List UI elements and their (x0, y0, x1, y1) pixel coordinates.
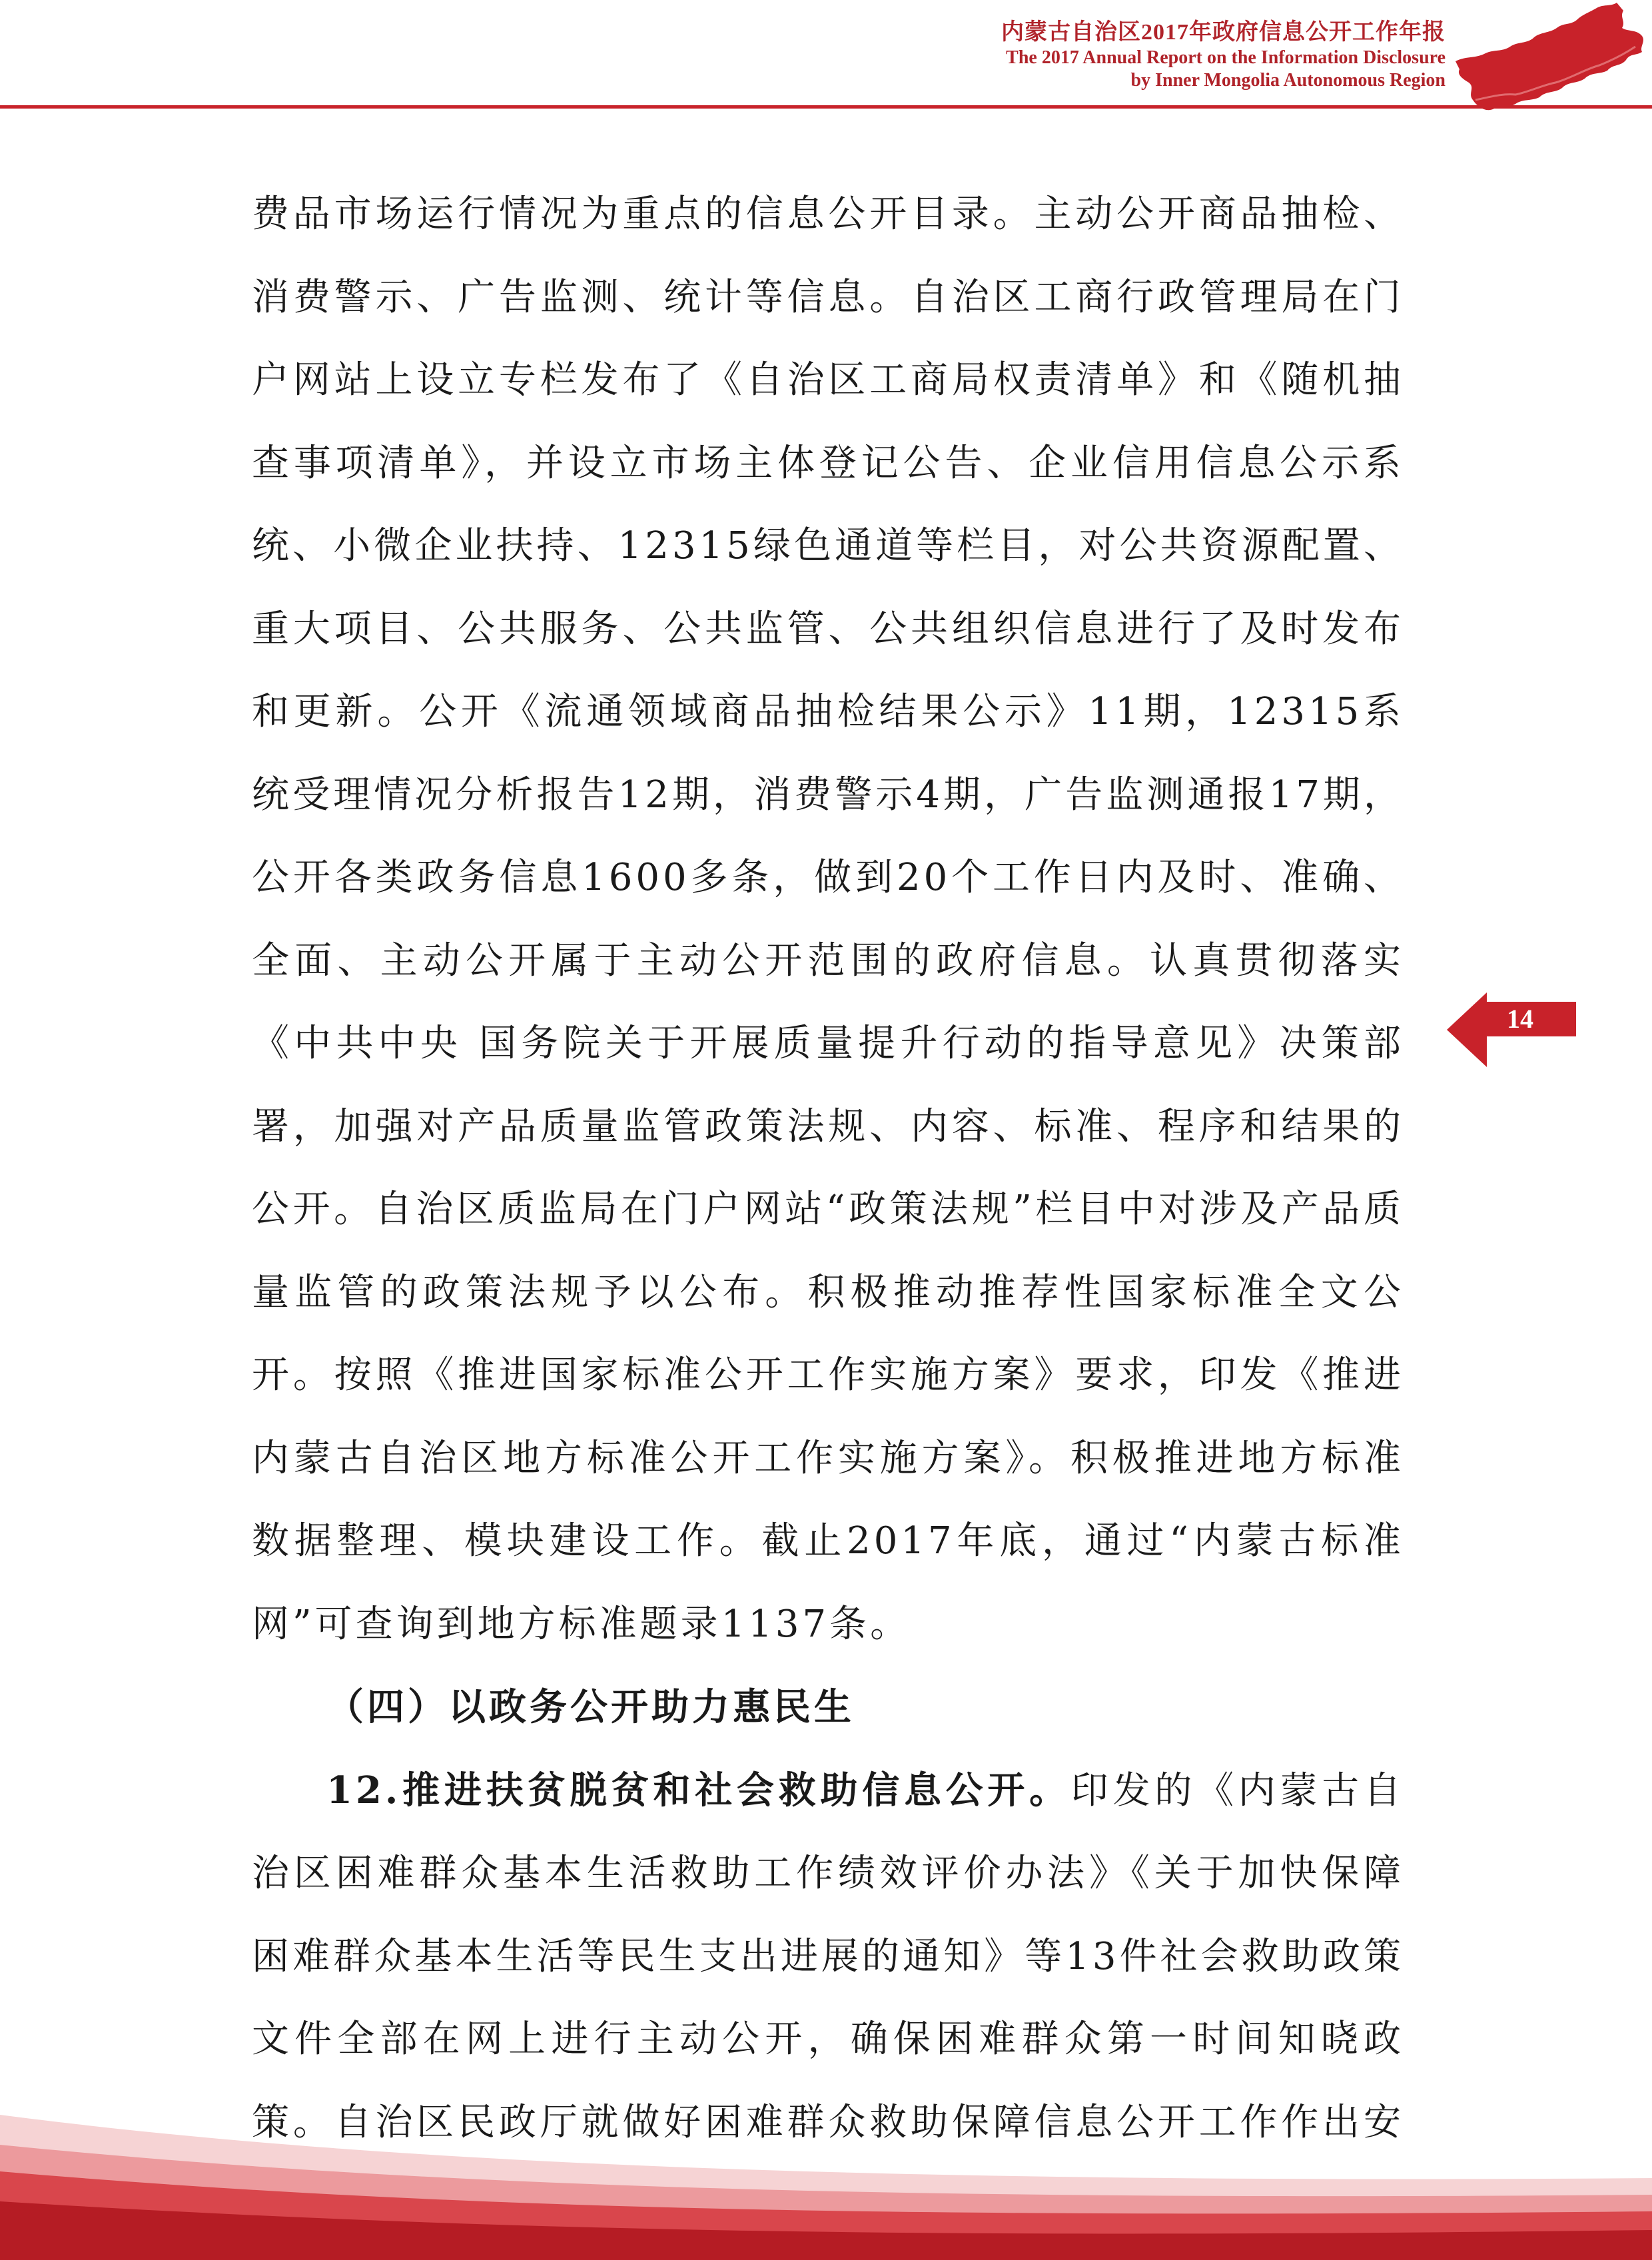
paragraph-12-lead: 12.推进扶贫脱贫和社会救助信息公开。 (326, 1768, 1071, 1812)
page-number: 14 (1507, 1004, 1533, 1034)
paragraph-12-text: 印发的《内蒙古自治区困难群众基本生活救助工作绩效评价办法》《关于加快保障困难群众基本生活等民生支出进展的通知》等13件社会救助政策文件全部在网上进行主动公开，确保困难群众第一时间知晓政策。自治区民政厅就做好困难群众救助保障信息公开工作作出安 (252, 1768, 1404, 2144)
body-content (252, 173, 1404, 2247)
inner-mongolia-map-icon (1449, 0, 1652, 117)
header-title-en-line1: The 2017 Annual Report on the Information Disclosure (1006, 47, 1446, 68)
report-header (646, 19, 1446, 92)
section-heading: （四）以政务公开助力惠民生 (326, 1685, 855, 1729)
continued-paragraph: 费品市场运行情况为重点的信息公开目录。主动公开商品抽检、消费警示、广告监测、统计等信息。自治区工商行政管理局在门户网站上设立专栏发布了《自治区工商局权责清单》和《随机抽查事项清单》，并设立市场主体登记公告、企业信用信息公示系统、小微企业扶持、12315绿色通道等栏目，对公共资源配置、重大项目、公共服务、公共监管、公共组织信息进行了及时发布和更新。公开《流通领域商品抽检结果公示》11期，12315系统受理情况分析报告12期，消费警示4期，广告监测通报17期，公开各类政务信息1600多条，做到20个工作日内及时、准确、全面、主动公开属于主动公开范围的政府信息。认真贯彻落实《中共中央 国务院关于开展质量提升行动的指导意见》决策部署，加强对产品质量监管政策法规、内容、标准、程序和结果的公开。自治区质监局在门户网站“政策法规”栏目中对涉及产品质量监管的政策法规予以公布。积极推动推荐性国家标准全文公开。按照《推进国家标准公开工作实施方案》要求，印发《推进内蒙古自治区地方标准公开工作实施方案》。积极推进地方标准数据整理、模块建设工作。截止2017年底，通过“内蒙古标准网”可查询到地方标准题录1137条。 (252, 192, 1404, 1646)
header-title-cn: 内蒙古自治区2017年政府信息公开工作年报 (1001, 20, 1446, 45)
header-rule (0, 105, 1652, 109)
header-title-en-line2: by Inner Mongolia Autonomous Region (1130, 70, 1446, 91)
footer-decoration (0, 2085, 1652, 2260)
